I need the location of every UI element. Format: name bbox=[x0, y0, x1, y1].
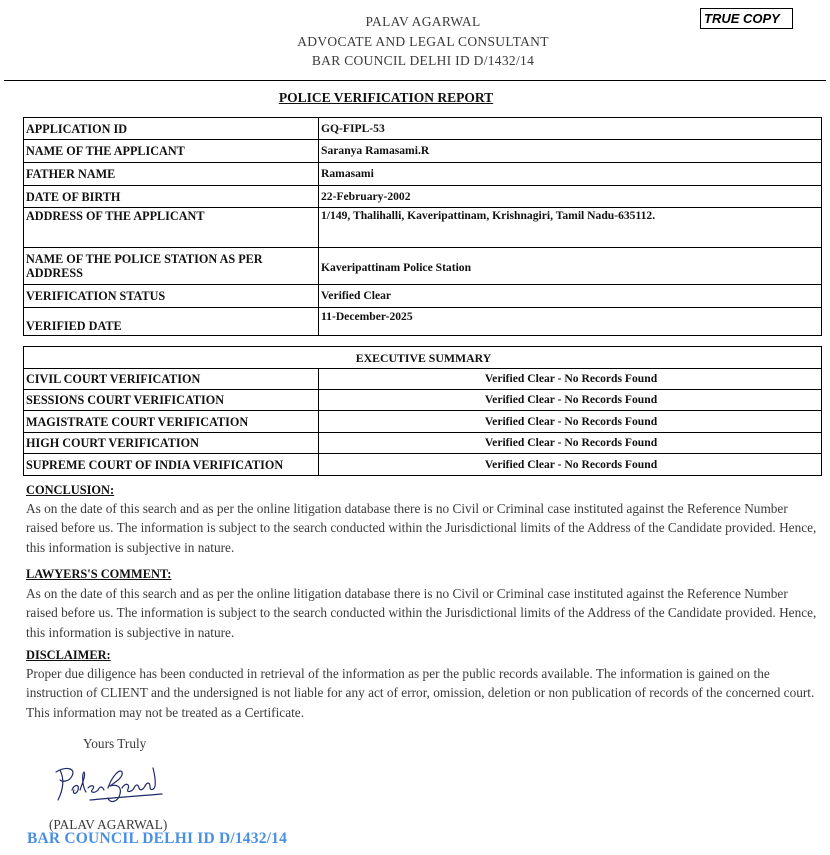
table-row bbox=[24, 454, 822, 476]
disclaimer-text: Proper due diligence has been conducted in retrieval of the information as per the public records available. The information is gained on the instruction of CLIENT and the undersigned is not liable for any act of error, omission, deletion or non publication of records of the concerned court. This information may not be treated as a Certificate. bbox=[26, 666, 815, 720]
lawyers-comment-heading: LAWYERS'S COMMENT: bbox=[26, 567, 172, 581]
info-label: DATE OF BIRTH bbox=[24, 186, 319, 208]
info-label: VERIFIED DATE bbox=[24, 308, 319, 336]
info-label: NAME OF THE APPLICANT bbox=[24, 140, 319, 163]
info-label: FATHER NAME bbox=[24, 163, 319, 186]
summary-label: CIVIL COURT VERIFICATION bbox=[24, 369, 319, 390]
table-row bbox=[24, 208, 822, 248]
summary-value: Verified Clear - No Records Found bbox=[319, 390, 822, 411]
signature-icon bbox=[50, 760, 170, 815]
table-row bbox=[24, 248, 822, 285]
info-value: GQ-FIPL-53 bbox=[319, 118, 822, 140]
summary-label: SUPREME COURT OF INDIA VERIFICATION bbox=[24, 454, 319, 476]
conclusion-text: As on the date of this search and as per the online litigation database there is no Civil or Criminal case instituted against the Reference Number raised before us. The information is subject to the search conducted within the Jurisdictional limits of the Address of the Candidate provided. Hence, this information is subjective in nature. bbox=[26, 501, 817, 555]
info-label: NAME OF THE POLICE STATION AS PER ADDRESS bbox=[24, 248, 319, 285]
signatory-name: (PALAV AGARWAL) bbox=[49, 817, 168, 832]
summary-title: EXECUTIVE SUMMARY bbox=[24, 347, 822, 369]
closing-salutation: Yours Truly bbox=[83, 736, 147, 751]
info-value: 1/149, Thalihalli, Kaveripattinam, Krishnagiri, Tamil Nadu-635112. bbox=[319, 208, 822, 248]
table-row bbox=[24, 140, 822, 163]
info-value: 11-December-2025 bbox=[319, 308, 822, 336]
info-value: Saranya Ramasami.R bbox=[319, 140, 822, 163]
executive-summary-table bbox=[23, 346, 822, 476]
summary-value: Verified Clear - No Records Found bbox=[319, 369, 822, 390]
disclaimer-heading: DISCLAIMER: bbox=[26, 648, 111, 662]
table-row bbox=[24, 390, 822, 411]
info-label: VERIFICATION STATUS bbox=[24, 285, 319, 308]
header-divider bbox=[4, 80, 826, 81]
true-copy-stamp: TRUE COPY bbox=[700, 8, 793, 29]
table-row bbox=[24, 186, 822, 208]
table-row bbox=[24, 308, 822, 336]
table-row bbox=[24, 411, 822, 433]
advocate-name: PALAV AGARWAL bbox=[365, 14, 481, 29]
applicant-info-table bbox=[23, 117, 822, 336]
advocate-title: ADVOCATE AND LEGAL CONSULTANT bbox=[297, 33, 549, 49]
summary-value: Verified Clear - No Records Found bbox=[319, 433, 822, 454]
info-label: APPLICATION ID bbox=[24, 118, 319, 140]
summary-label: SESSIONS COURT VERIFICATION bbox=[24, 390, 319, 411]
table-row bbox=[24, 285, 822, 308]
lawyers-comment-text: As on the date of this search and as per the online litigation database there is no Civil or Criminal case instituted against the Reference Number raised before us. The information is subject to the search conducted within the Jurisdictional limits of the Address of the Candidate provided. Hence, this information is subjective in nature. bbox=[26, 586, 817, 640]
info-value: Ramasami bbox=[319, 163, 822, 186]
table-row bbox=[24, 433, 822, 454]
table-row bbox=[24, 118, 822, 140]
summary-label: HIGH COURT VERIFICATION bbox=[24, 433, 319, 454]
bar-council-id: BAR COUNCIL DELHI ID D/1432/14 bbox=[311, 53, 535, 68]
info-value: Kaveripattinam Police Station bbox=[319, 248, 822, 285]
conclusion-heading: CONCLUSION: bbox=[26, 483, 115, 497]
info-value: Verified Clear bbox=[319, 285, 822, 308]
info-value: 22-February-2002 bbox=[319, 186, 822, 208]
report-title: POLICE VERIFICATION REPORT bbox=[278, 90, 494, 105]
table-row bbox=[24, 163, 822, 186]
table-row bbox=[24, 347, 822, 369]
table-row bbox=[24, 369, 822, 390]
summary-label: MAGISTRATE COURT VERIFICATION bbox=[24, 411, 319, 433]
summary-value: Verified Clear - No Records Found bbox=[319, 454, 822, 476]
footer-bar-council-id: BAR COUNCIL DELHI ID D/1432/14 bbox=[27, 830, 288, 847]
summary-value: Verified Clear - No Records Found bbox=[319, 411, 822, 433]
info-label: ADDRESS OF THE APPLICANT bbox=[24, 208, 319, 248]
